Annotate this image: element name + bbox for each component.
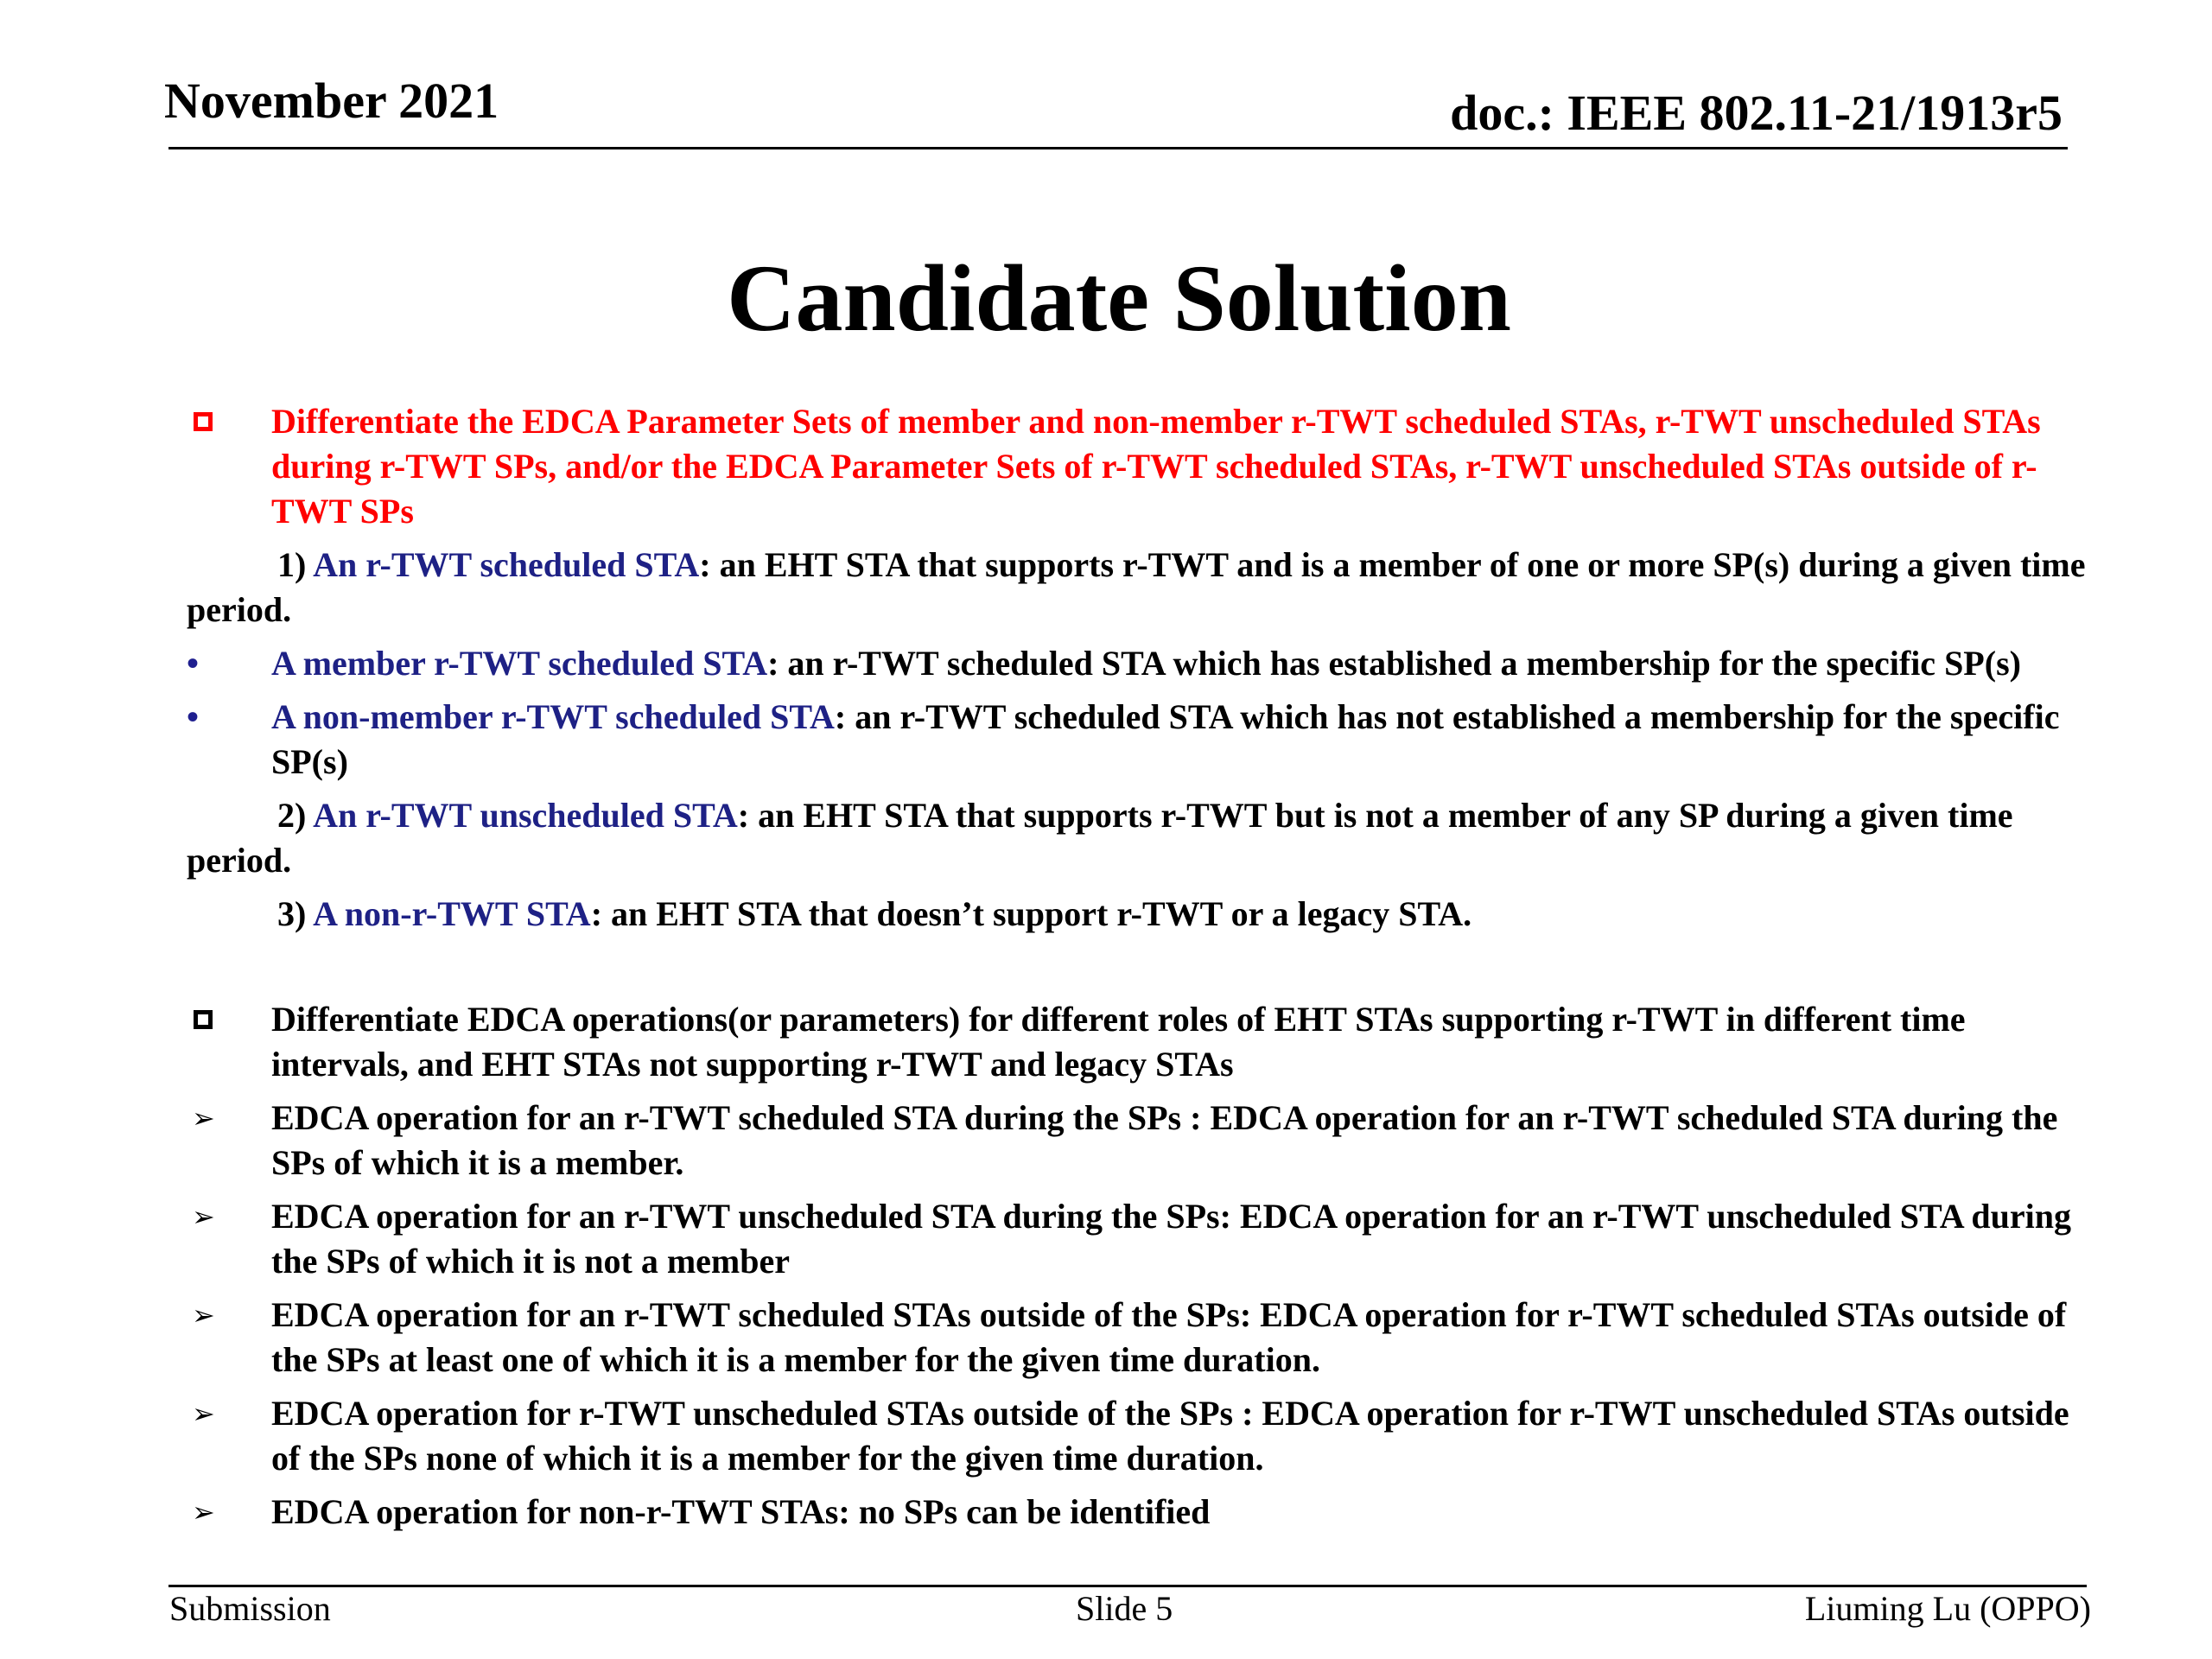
header-date: November 2021 bbox=[164, 73, 499, 129]
definition-1-number: 1) bbox=[277, 545, 314, 584]
list-item-text: EDCA operation for an r-TWT scheduled STA during the SPs : EDCA operation for an r-TWT scheduled STA during the SPs of which it is a member. bbox=[271, 1098, 2058, 1182]
list-item bbox=[187, 1194, 2105, 1284]
arrow-bullet-icon: ➢ bbox=[192, 1200, 215, 1233]
section2-heading bbox=[187, 997, 2105, 1087]
definition-3-text: : an EHT STA that doesn’t support r-TWT or a legacy STA. bbox=[590, 894, 1472, 933]
definition-bullet-member bbox=[187, 641, 2105, 686]
dot-bullet-icon: • bbox=[187, 697, 200, 736]
definition-2-number: 2) bbox=[277, 796, 314, 835]
definition-1 bbox=[187, 543, 2105, 632]
bullet-member-term: A member r-TWT scheduled STA bbox=[271, 644, 768, 683]
arrow-bullet-icon: ➢ bbox=[192, 1496, 215, 1529]
list-item bbox=[187, 1391, 2105, 1481]
definition-3-term: A non-r-TWT STA bbox=[313, 894, 591, 933]
slide-body bbox=[187, 399, 2105, 1535]
list-item bbox=[187, 1096, 2105, 1185]
footer-divider bbox=[168, 1585, 2087, 1587]
arrow-bullet-icon: ➢ bbox=[192, 1102, 215, 1135]
header-divider bbox=[168, 147, 2068, 149]
section1-heading-text: Differentiate the EDCA Parameter Sets of member and non-member r-TWT scheduled STAs, r-TWT unscheduled STAs during r-TWT SPs, and/or the EDCA Parameter Sets of r-TWT scheduled STAs, r-TWT unscheduled STAs outside of r-TWT SPs bbox=[271, 402, 2041, 531]
definition-3 bbox=[187, 892, 2105, 937]
bullet-non-member-term: A non-member r-TWT scheduled STA bbox=[271, 697, 835, 736]
definition-2 bbox=[187, 793, 2105, 883]
footer-slide-number: Slide 5 bbox=[1076, 1589, 1173, 1628]
list-item bbox=[187, 1490, 2105, 1535]
list-item-text: EDCA operation for r-TWT unscheduled STAs outside of the SPs : EDCA operation for r-TWT unscheduled STAs outside of the SPs none of which it is a member for the given time duration. bbox=[271, 1394, 2069, 1478]
arrow-bullet-icon: ➢ bbox=[192, 1299, 215, 1332]
slide-title: Candidate Solution bbox=[727, 245, 1511, 351]
list-item-text: EDCA operation for an r-TWT unscheduled STA during the SPs: EDCA operation for an r-TWT unscheduled STA during the SPs of which it is not a member bbox=[271, 1197, 2071, 1281]
section1-heading bbox=[187, 399, 2105, 534]
list-item-text: EDCA operation for non-r-TWT STAs: no SPs can be identified bbox=[271, 1492, 1211, 1531]
footer-author: Liuming Lu (OPPO) bbox=[1804, 1589, 2091, 1628]
dot-bullet-icon: • bbox=[187, 644, 200, 683]
list-item bbox=[187, 1293, 2105, 1382]
bullet-member-text: : an r-TWT scheduled STA which has established a membership for the specific SP(s) bbox=[767, 644, 2021, 683]
definition-2-term: An r-TWT unscheduled STA bbox=[313, 796, 738, 835]
bullet-non-member-text: : an r-TWT scheduled STA which has not established a membership for the specific SP(s) bbox=[271, 697, 2060, 781]
definition-bullet-non-member bbox=[187, 695, 2105, 785]
list-item-text: EDCA operation for an r-TWT scheduled STAs outside of the SPs: EDCA operation for r-TWT scheduled STAs outside of the SPs at least one of which it is a member for the given time duration. bbox=[271, 1295, 2067, 1379]
definition-1-term: An r-TWT scheduled STA bbox=[313, 545, 700, 584]
definition-1-text: : an EHT STA that supports r-TWT and is a member of one or more SP(s) during a given time period. bbox=[187, 545, 2086, 629]
definition-2-text: : an EHT STA that supports r-TWT but is not a member of any SP during a given time period. bbox=[187, 796, 2013, 880]
arrow-bullet-icon: ➢ bbox=[192, 1397, 215, 1430]
definition-3-number: 3) bbox=[277, 894, 314, 933]
header-doc-id: doc.: IEEE 802.11-21/1913r5 bbox=[1450, 85, 2063, 141]
section2-heading-text: Differentiate EDCA operations(or parameters) for different roles of EHT STAs supporting r-TWT in different time intervals, and EHT STAs not supporting r-TWT and legacy STAs bbox=[271, 1000, 1966, 1084]
footer-submission: Submission bbox=[169, 1589, 331, 1628]
